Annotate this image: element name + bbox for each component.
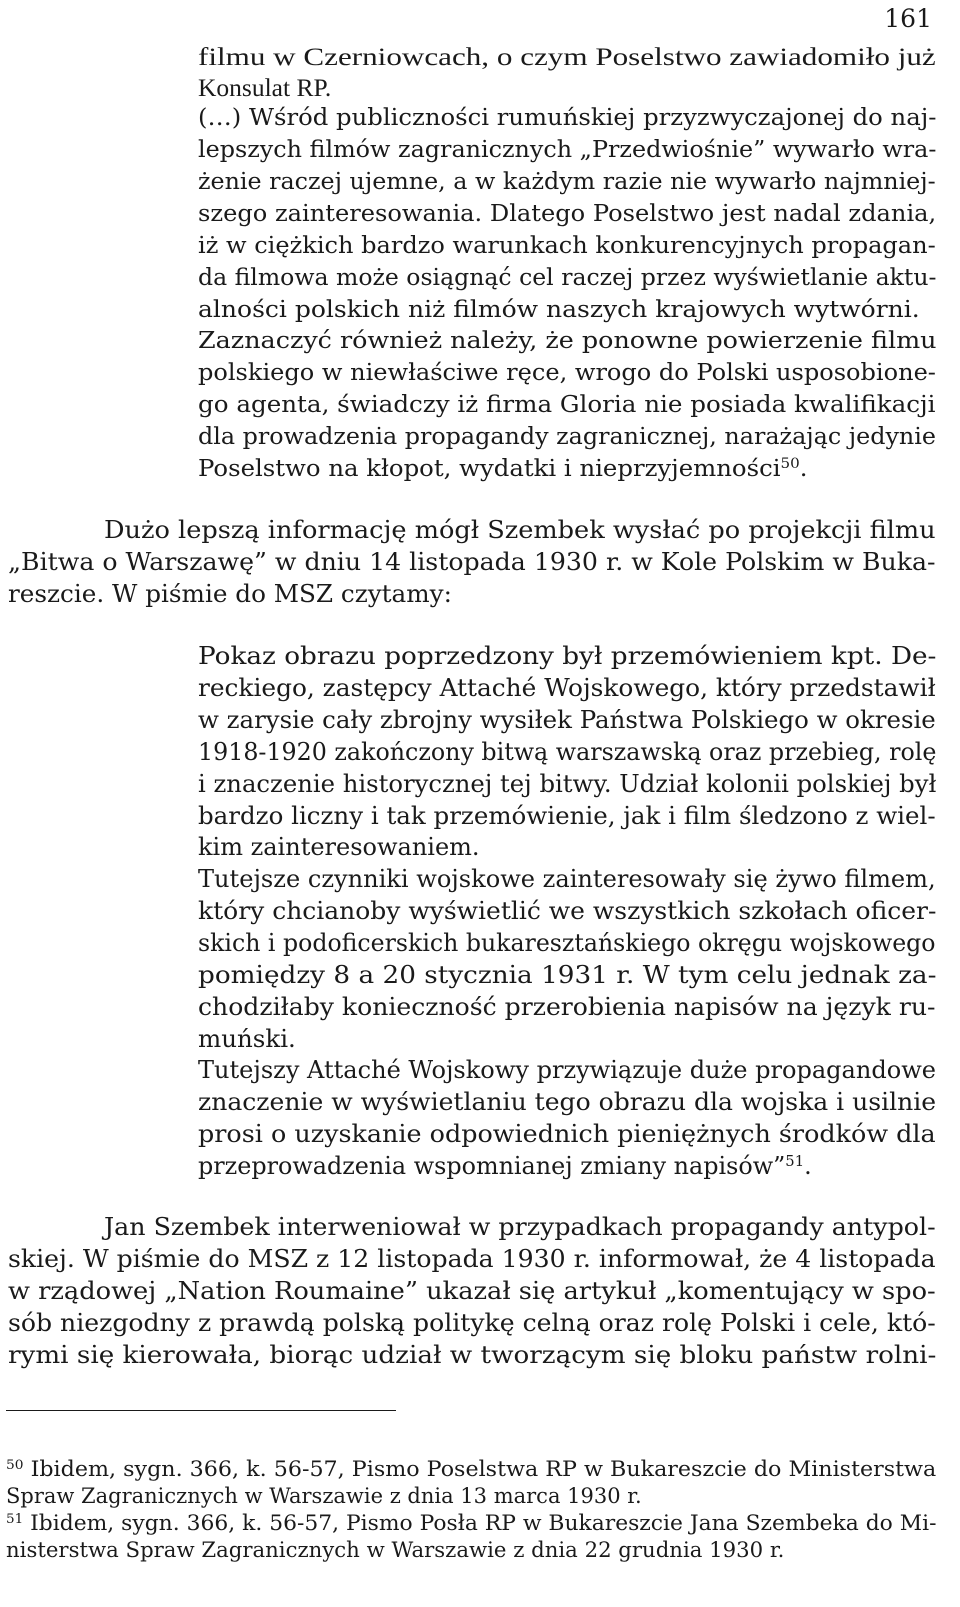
quote-line: chodziłaby konieczność przerobienia napisów na język ru- bbox=[198, 993, 936, 1021]
quote-line: lepszych filmów zagranicznych „Przedwiośnie” wywarło wra- bbox=[198, 137, 937, 163]
body-line: „Bitwa o Warszawę” w dniu 14 listopada 1930 r. w Kole Polskim w Buka- bbox=[8, 548, 936, 576]
quote-line: muński. bbox=[198, 1025, 296, 1053]
footnote-text: Ibidem, sygn. 366, k. 56-57, Pismo Poselstwa RP w Bukareszcie do Ministerstwa bbox=[30, 1457, 937, 1481]
quote-line: iż w ciężkich bardzo warunkach konkurencyjnych propagan- bbox=[198, 233, 936, 259]
body-line: rymi się kierowała, biorąc udział w tworzącym się bloku państw rolni- bbox=[8, 1341, 937, 1369]
quote-line: da filmowa może osiągnąć cel raczej przez wyświetlanie aktu- bbox=[198, 265, 937, 291]
quote-line: znaczenie w wyświetlaniu tego obrazu dla wojska i usilnie bbox=[198, 1088, 937, 1116]
quote-line: filmu w Czerniowcach, o czym Poselstwo zawiadomiło już bbox=[198, 42, 936, 71]
footnote-51 bbox=[6, 1511, 936, 1535]
quote-line: Konsulat RP. bbox=[198, 73, 332, 102]
footnote-text: Ibidem, sygn. 366, k. 56-57, Pismo Posła RP w Bukareszcie Jana Szembeka do Mi- bbox=[30, 1511, 937, 1535]
quote-line: żenie raczej ujemne, a w każdym razie nie wywarło najmniej- bbox=[198, 169, 936, 195]
quote-line: 1918-1920 zakończony bitwą warszawską oraz przebieg, rolę bbox=[198, 738, 937, 766]
footnote-number: 50 bbox=[6, 1457, 24, 1473]
quote-line: szego zainteresowania. Dlatego Poselstwo jest nadal zdania, bbox=[198, 201, 937, 227]
punct: . bbox=[799, 456, 808, 482]
quote-line: Zaznaczyć również należy, że ponowne powierzenie filmu bbox=[198, 328, 937, 354]
footnote-ref-51[interactable]: 51 bbox=[785, 1151, 805, 1170]
quote-line: pomiędzy 8 a 20 stycznia 1931 r. W tym celu jednak za- bbox=[198, 961, 937, 989]
body-line: Dużo lepszą informację mógł Szembek wysłać po projekcji filmu bbox=[104, 516, 936, 544]
punct: . bbox=[804, 1152, 812, 1180]
quote-line: Tutejsze czynniki wojskowe zainteresowały się żywo filmem, bbox=[198, 865, 936, 893]
footnote-line: nisterstwa Spraw Zagranicznych w Warszawie z dnia 22 grudnia 1930 r. bbox=[6, 1538, 785, 1562]
quote-line: go agenta, świadczy iż firma Gloria nie posiada kwalifikacji bbox=[198, 392, 936, 418]
quote-line: w zarysie cały zbrojny wysiłek Państwa Polskiego w okresie bbox=[198, 706, 936, 734]
quote-line: alności polskich niż filmów naszych krajowych wytwórni. bbox=[198, 297, 920, 323]
quote-line: prosi o uzyskanie odpowiednich pieniężnych środków dla bbox=[198, 1120, 936, 1148]
footnote-separator bbox=[6, 1410, 396, 1411]
footnote-ref-50[interactable]: 50 bbox=[780, 456, 800, 473]
footnote-50 bbox=[6, 1457, 936, 1481]
quote-line: (…) Wśród publiczności rumuńskiej przyzwyczajonej do naj- bbox=[198, 105, 937, 131]
quote-line: Tutejszy Attaché Wojskowy przywiązuje duże propagandowe bbox=[198, 1056, 936, 1084]
quote-line bbox=[198, 1152, 812, 1180]
body-line: skiej. W piśmie do MSZ z 12 listopada 1930 r. informował, że 4 listopada bbox=[8, 1245, 936, 1273]
quote-text: Poselstwo na kłopot, wydatki i nieprzyjemności bbox=[198, 456, 781, 482]
quote-text: przeprowadzenia wspomnianej zmiany napisów” bbox=[198, 1152, 786, 1180]
quote-line: Pokaz obrazu poprzedzony był przemówieniem kpt. De- bbox=[198, 642, 937, 670]
quote-line: kim zainteresowaniem. bbox=[198, 833, 480, 861]
quote-line: dla prowadzenia propagandy zagranicznej, narażając jedynie bbox=[198, 424, 936, 450]
quote-line: reckiego, zastępcy Attaché Wojskowego, który przedstawił bbox=[198, 674, 936, 702]
body-line: reszcie. W piśmie do MSZ czytamy: bbox=[8, 580, 452, 608]
footnote-line: Spraw Zagranicznych w Warszawie z dnia 13 marca 1930 r. bbox=[6, 1484, 642, 1508]
page-number: 161 bbox=[884, 4, 932, 33]
quote-line: który chcianoby wyświetlić we wszystkich szkołach oficer- bbox=[198, 897, 937, 925]
footnote-number: 51 bbox=[6, 1511, 24, 1527]
quote-line: bardzo liczny i tak przemówienie, jak i film śledzono z wiel- bbox=[198, 802, 936, 830]
quote-line: polskiego w niewłaściwe ręce, wrogo do Polski usposobione- bbox=[198, 360, 936, 386]
quote-line: skich i podoficerskich bukaresztańskiego okręgu wojskowego bbox=[198, 929, 936, 957]
quote-line: i znaczenie historycznej tej bitwy. Udział kolonii polskiej był bbox=[198, 770, 937, 798]
body-line: sób niezgodny z prawdą polską politykę celną oraz rolę Polski i cele, któ- bbox=[8, 1309, 936, 1337]
body-line: w rządowej „Nation Roumaine” ukazał się artykuł „komentujący w spo- bbox=[8, 1277, 936, 1305]
quote-line bbox=[198, 456, 807, 482]
body-line: Jan Szembek interweniował w przypadkach propagandy antypol- bbox=[104, 1213, 936, 1241]
